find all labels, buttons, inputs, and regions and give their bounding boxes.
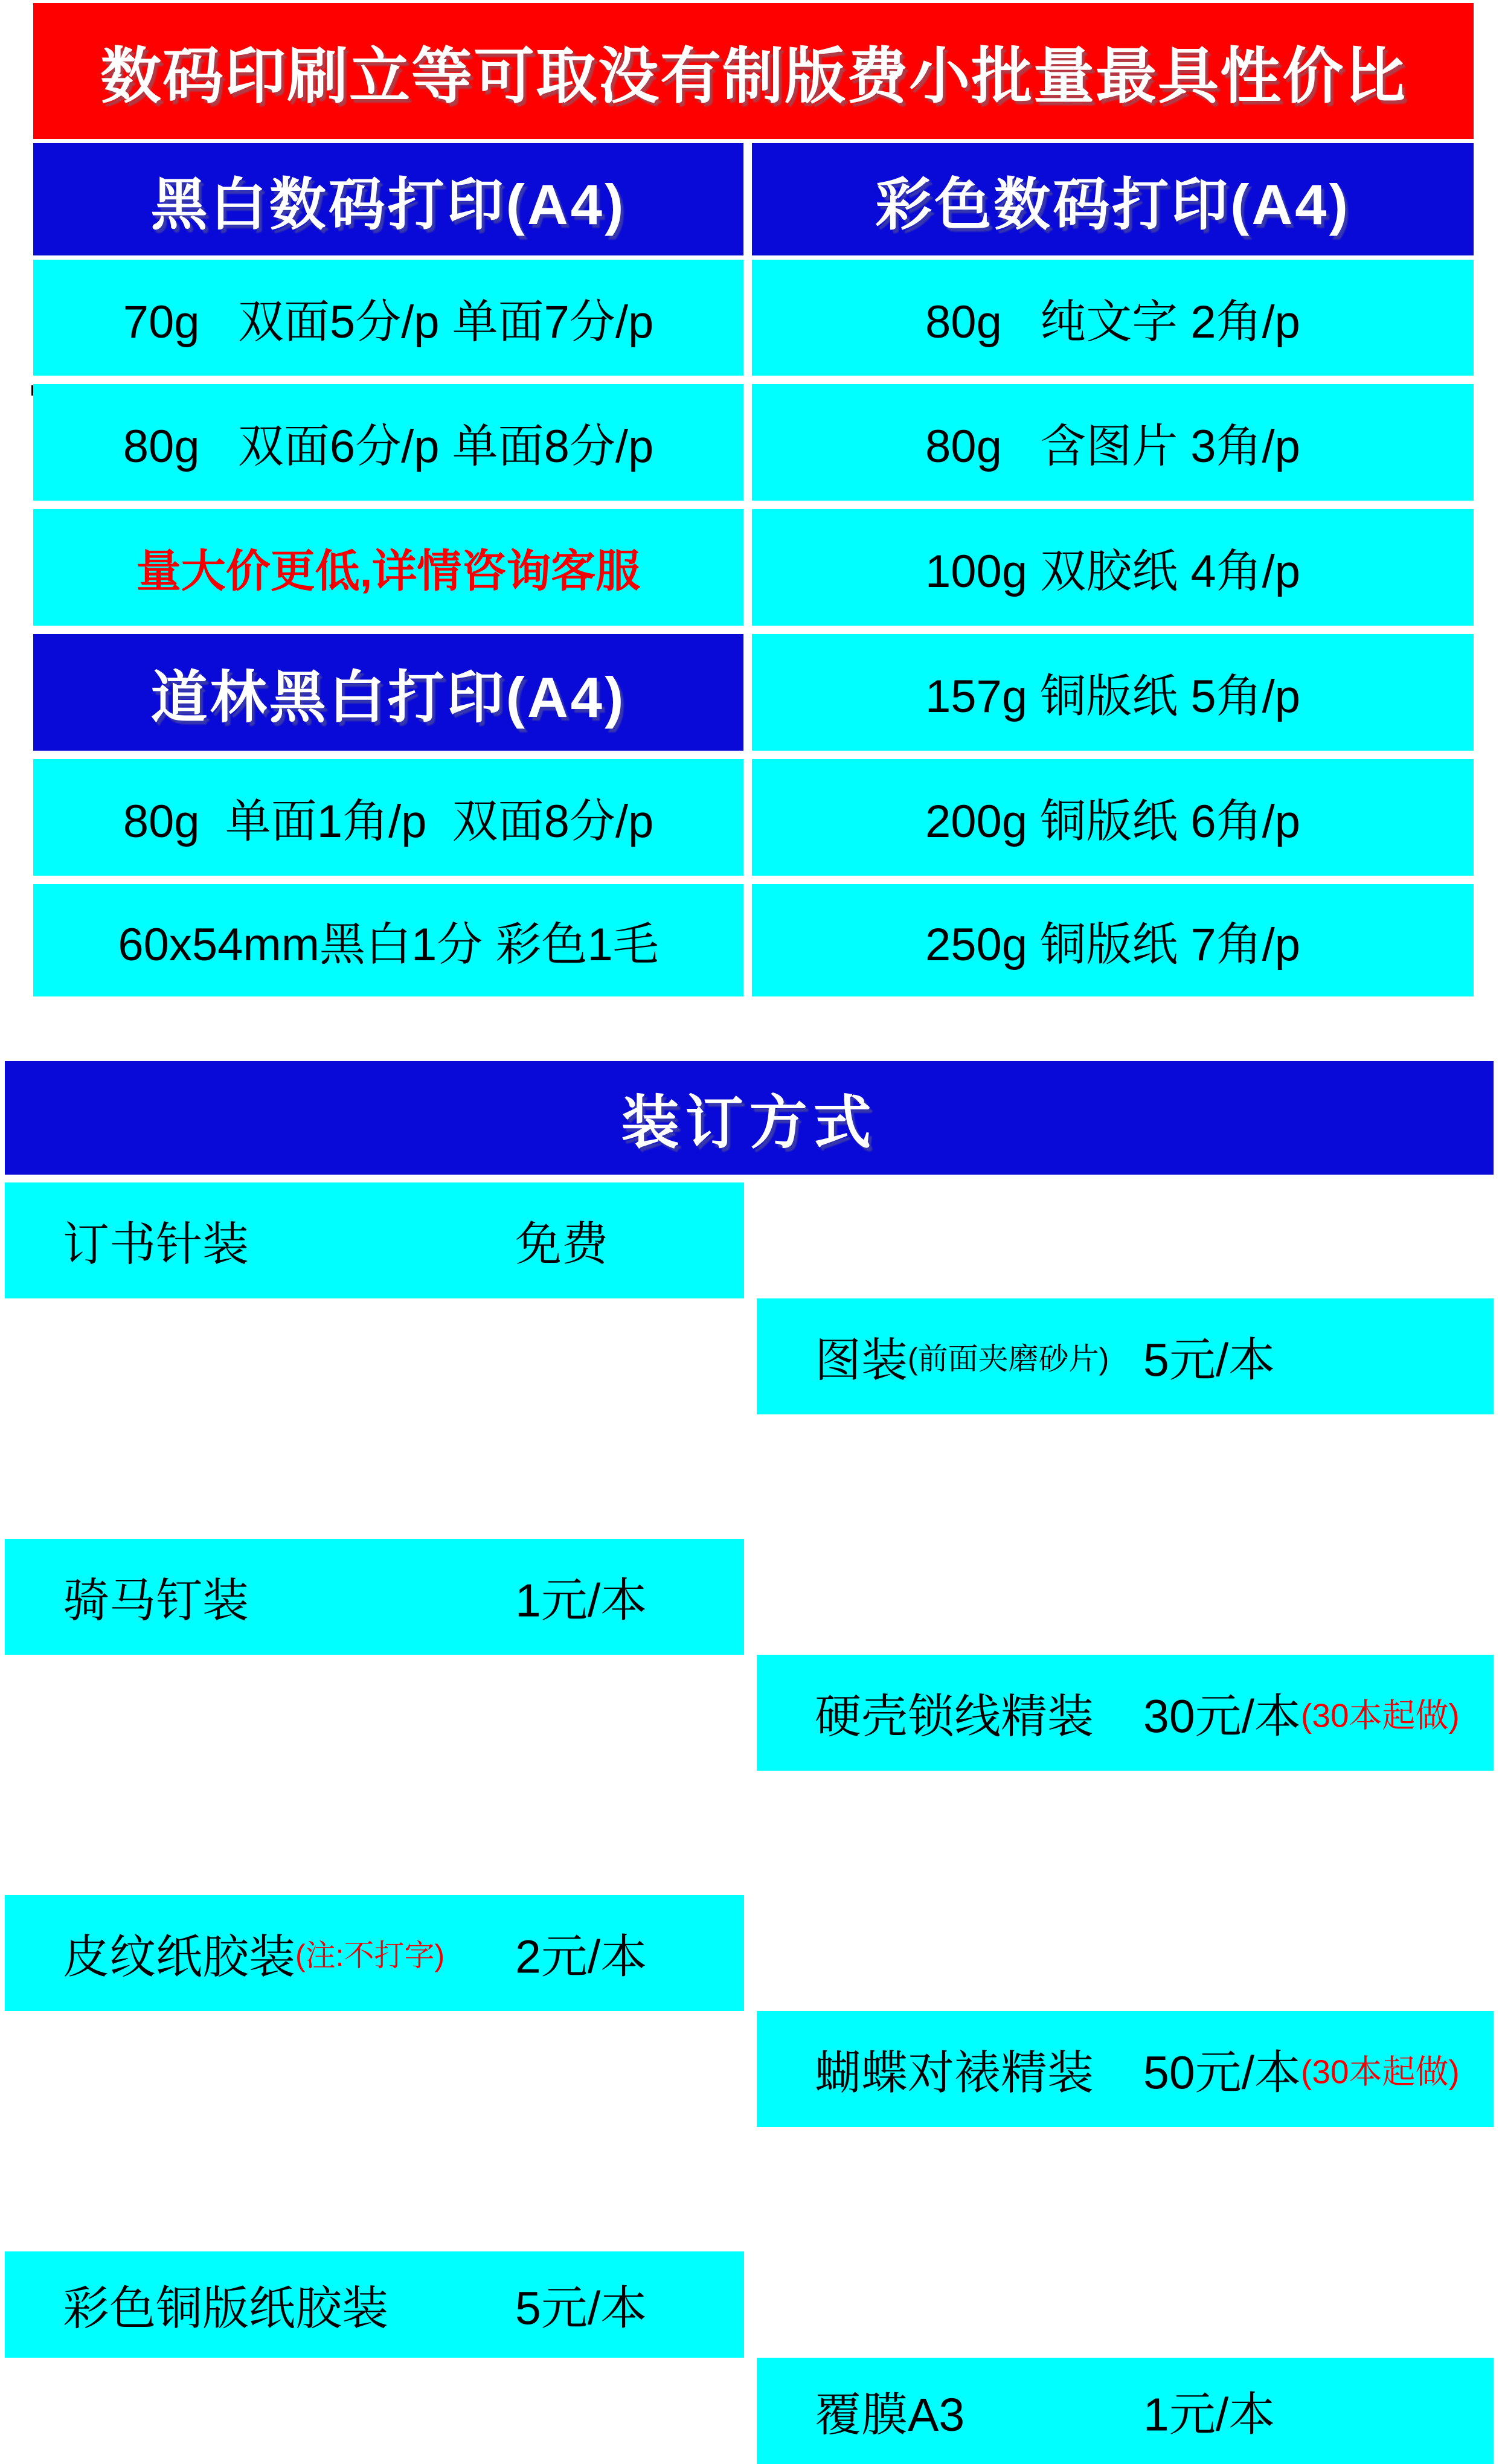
binding-row-butterfly-mount: [757, 2011, 1494, 2127]
binding-row-saddle-stitch: [5, 1539, 744, 1655]
binding-row-laminate-a3: [757, 2358, 1494, 2464]
binding-methods-header: [5, 1061, 1494, 1175]
binding-clamp-note: (前面夹磨砂片): [908, 1342, 1109, 1376]
binding-hardcover-price: [1143, 1680, 1460, 1747]
bw-row-70g: [33, 260, 743, 376]
header-color-digital-print: [752, 143, 1474, 255]
top-banner: [33, 3, 1474, 139]
header-daolin-bw-print-text: 道林黑白打印(A4): [150, 666, 626, 729]
color-row-text-only: [752, 260, 1474, 376]
binding-leather-label-text: 皮纹纸胶装: [63, 1931, 295, 1983]
binding-methods-header-text: 装订方式: [621, 1090, 878, 1155]
binding-hardcover-min-qty: (30本起做): [1301, 1696, 1460, 1734]
header-bw-digital-print: [33, 143, 743, 255]
binding-row-color-coated-glue: [5, 2251, 744, 2358]
header-color-digital-print-text: 彩色数码打印(A4): [875, 172, 1350, 236]
color-row-with-images: [752, 384, 1474, 501]
binding-hardcover-price-text: 30元/本: [1143, 1690, 1301, 1743]
binding-color-coated-price: 5元/本: [515, 2282, 647, 2335]
bw-row-80g-text: 80g 双面6分/p 单面8分/p: [123, 421, 654, 472]
binding-clamp-label-text: 图装: [815, 1334, 908, 1387]
daolin-row-80g-text: 80g 单面1角/p 双面8分/p: [123, 796, 654, 847]
binding-staple-price: 免费: [515, 1218, 608, 1271]
binding-staple-label: 订书针装: [63, 1218, 249, 1271]
binding-leather-price: 2元/本: [515, 1931, 647, 1983]
header-daolin-bw-print: [33, 634, 743, 751]
color-row-text-only-text: 80g 纯文字 2角/p: [925, 296, 1300, 348]
color-row-157g-text: 157g 铜版纸 5角/p: [925, 671, 1300, 722]
color-row-100g: [752, 509, 1474, 626]
binding-clamp-price: 5元/本: [1143, 1334, 1276, 1387]
binding-laminate-price: 1元/本: [1143, 2389, 1276, 2441]
binding-laminate-label: 覆膜A3: [815, 2389, 965, 2441]
binding-saddle-label: 骑马钉装: [63, 1574, 249, 1627]
binding-color-coated-label: 彩色铜版纸胶装: [63, 2282, 388, 2335]
binding-butterfly-price: [1143, 2036, 1460, 2103]
color-row-250g: [752, 884, 1474, 996]
binding-butterfly-min-qty: (30本起做): [1301, 2053, 1460, 2091]
binding-saddle-price: 1元/本: [515, 1574, 647, 1627]
binding-row-clamp: [757, 1298, 1494, 1414]
binding-leather-label: [5, 1920, 445, 1987]
binding-leather-note: (注:不打字): [295, 1939, 445, 1972]
daolin-row-80g: [33, 759, 743, 876]
top-banner-text: 数码印刷立等可取没有制版费小批量最具性价比: [100, 43, 1407, 111]
bw-row-70g-text: 70g 双面5分/p 单面7分/p: [123, 296, 654, 348]
card-size-row-text: 60x54mm黑白1分 彩色1毛: [118, 919, 659, 971]
bulk-discount-promo-text: 量大价更低,详情咨询客服: [136, 545, 641, 596]
binding-row-staple: [5, 1182, 744, 1298]
binding-butterfly-price-text: 50元/本: [1143, 2047, 1301, 2099]
binding-butterfly-label: 蝴蝶对裱精装: [815, 2047, 1094, 2099]
color-row-with-images-text: 80g 含图片 3角/p: [925, 421, 1300, 472]
header-bw-digital-print-text: 黑白数码打印(A4): [150, 172, 626, 236]
bw-row-80g: [33, 384, 743, 501]
card-size-row: [33, 884, 743, 996]
color-row-157g: [752, 634, 1474, 751]
binding-row-leather-paper-glue: [5, 1895, 744, 2011]
color-row-250g-text: 250g 铜版纸 7角/p: [925, 919, 1300, 971]
binding-row-hardcover-sewn: [757, 1655, 1494, 1771]
color-row-100g-text: 100g 双胶纸 4角/p: [925, 546, 1300, 597]
color-row-200g-text: 200g 铜版纸 6角/p: [925, 796, 1300, 847]
bulk-discount-promo: [33, 509, 743, 626]
binding-clamp-label: [757, 1323, 1109, 1390]
binding-hardcover-label: 硬壳锁线精装: [815, 1690, 1094, 1743]
color-row-200g: [752, 759, 1474, 876]
